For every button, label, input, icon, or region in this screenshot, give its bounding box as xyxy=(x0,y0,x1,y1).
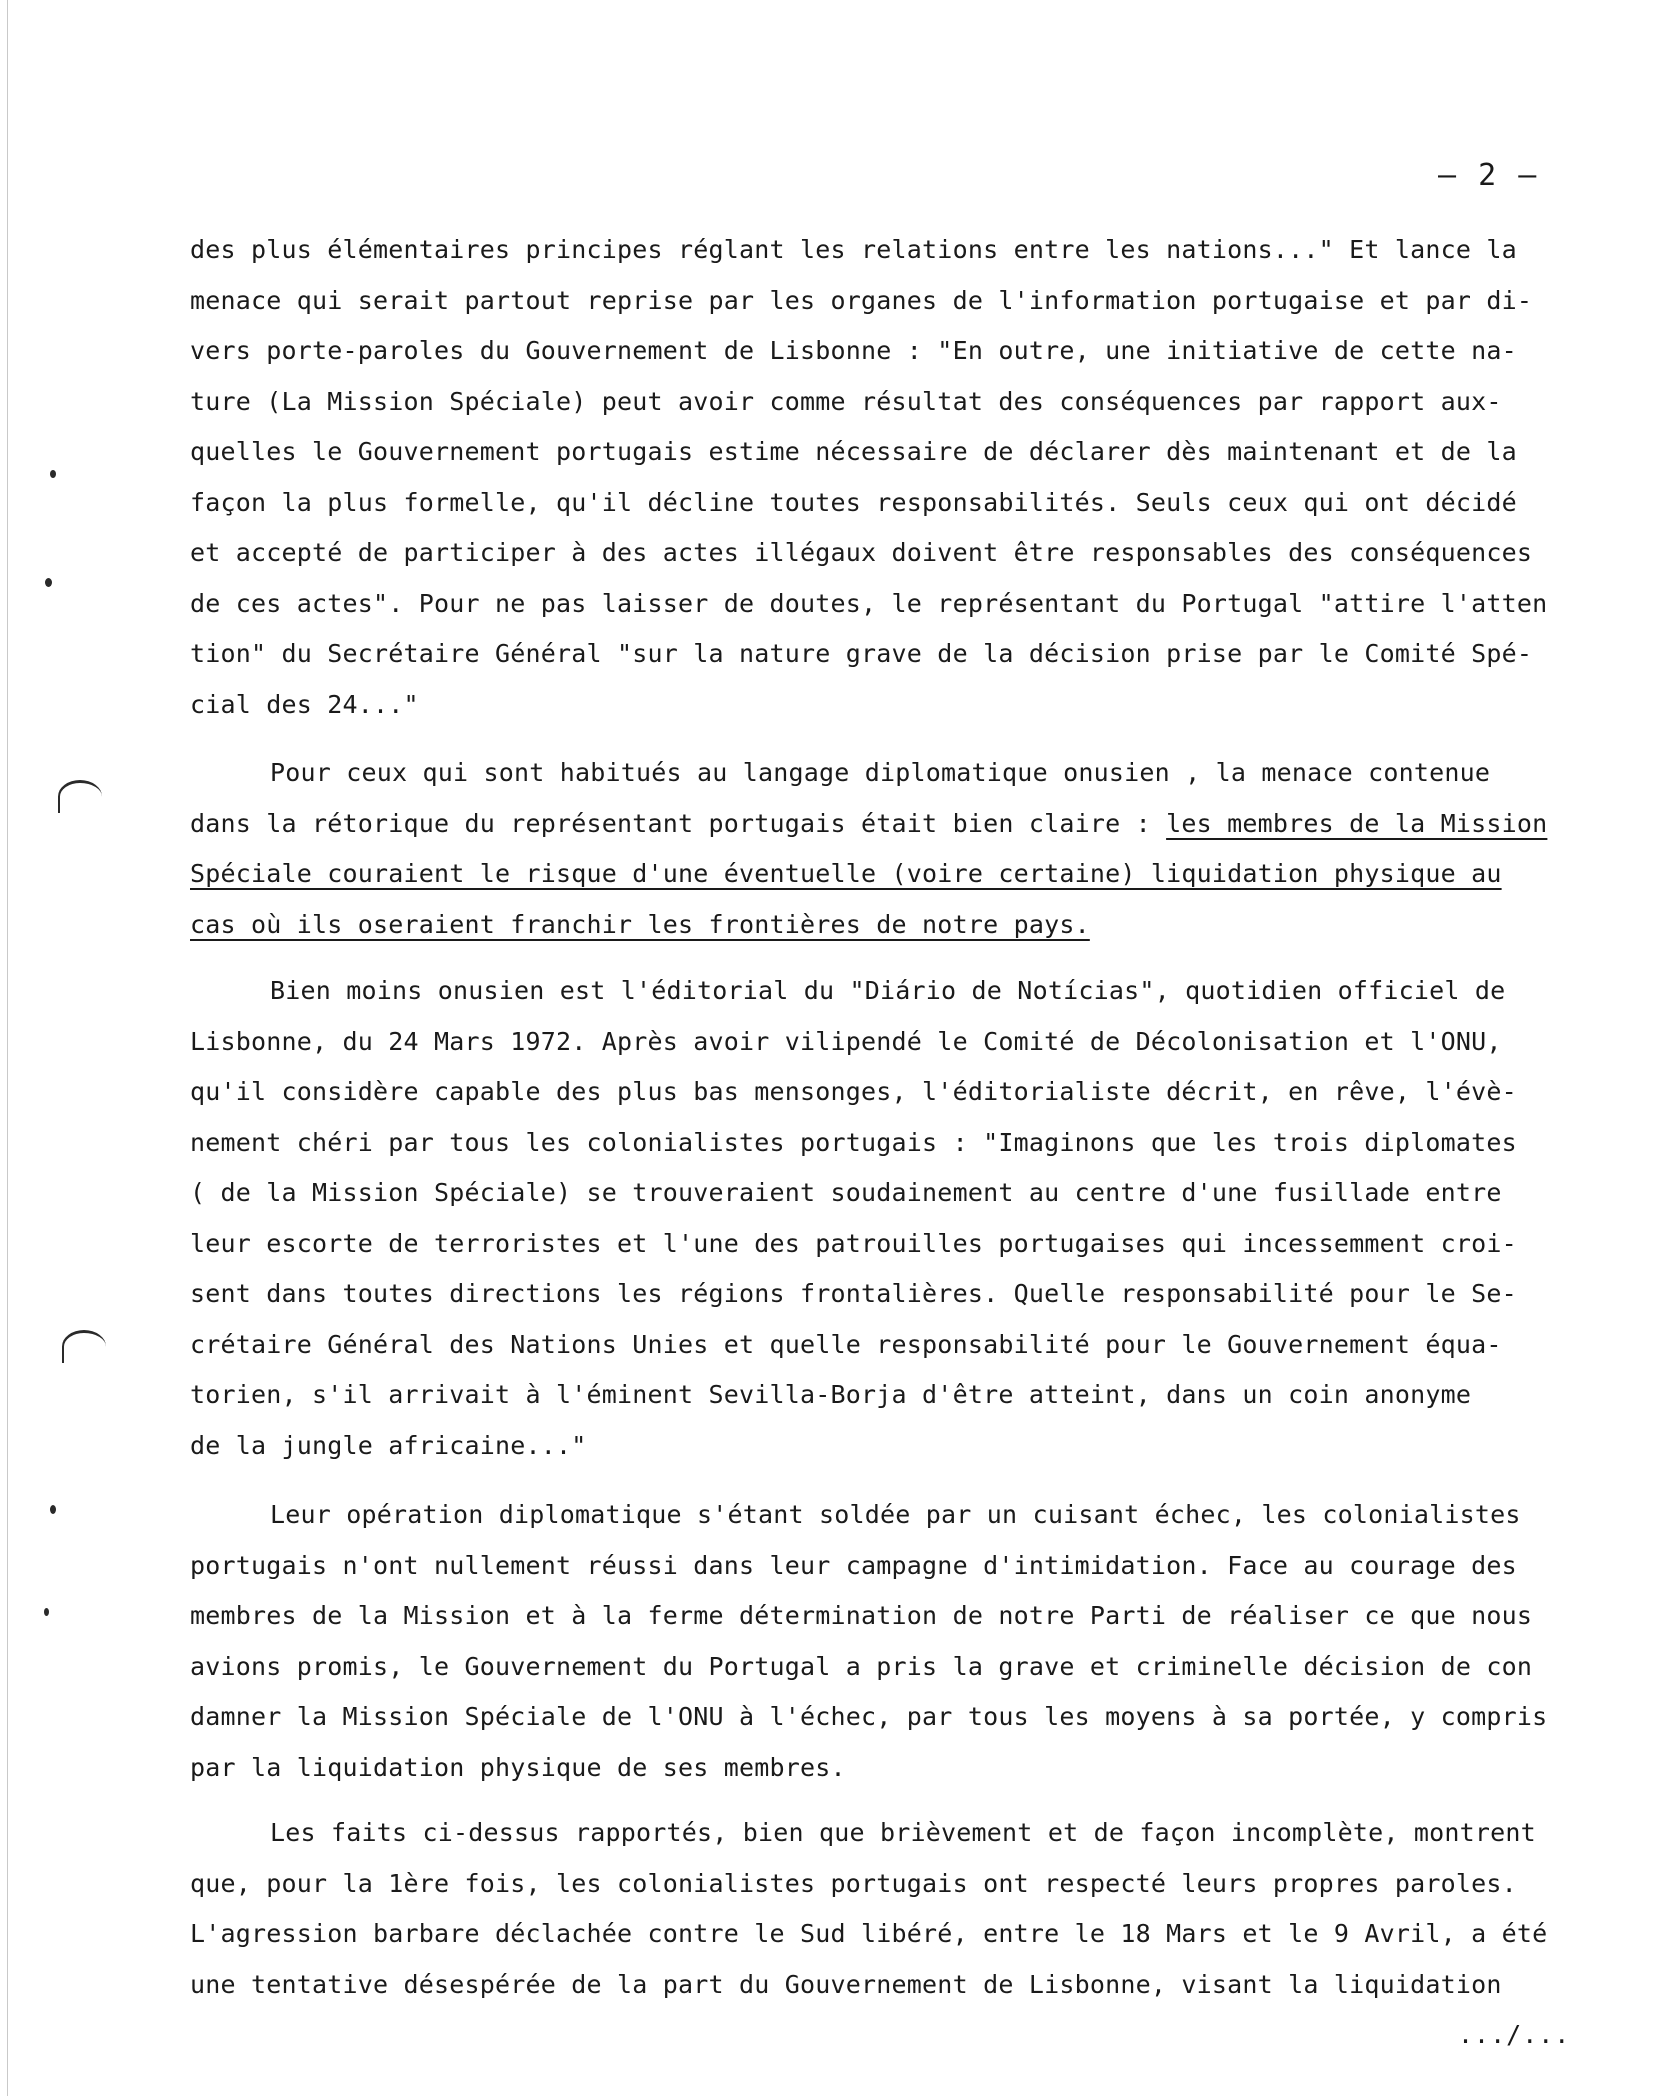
text-line: tion" du Secrétaire Général "sur la nature grave de la décision prise par le Comité Spé- xyxy=(190,639,1533,668)
text-line: crétaire Général des Nations Unies et quelle responsabilité pour le Gouvernement équa- xyxy=(190,1329,1502,1359)
text-line: une tentative désespérée de la part du Gouvernement de Lisbonne, visant la liquidation xyxy=(190,1969,1502,1999)
text-line: qu'il considère capable des plus bas mensonges, l'éditorialiste décrit, en rêve, l'évè- xyxy=(190,1077,1517,1106)
text-line: de la jungle africaine..." xyxy=(190,1430,587,1460)
underlined-text: les membres de la Mission xyxy=(1166,808,1548,838)
underlined-line: Spéciale couraient le risque d'une éventuelle (voire certaine) liquidation physique au xyxy=(190,859,1502,888)
paragraph xyxy=(190,748,1610,950)
margin-dot xyxy=(45,578,52,587)
paragraph xyxy=(190,1808,1610,2010)
text-line: façon la plus formelle, qu'il décline toutes responsabilités. Seuls ceux qui ont décidé xyxy=(190,487,1517,517)
text-line: menace qui serait partout reprise par les organes de l'information portugaise et par di- xyxy=(190,285,1533,315)
text-line: membres de la Mission et à la ferme détermination de notre Parti de réaliser ce que nous xyxy=(190,1601,1533,1630)
paragraph xyxy=(190,225,1610,730)
text-line: de ces actes". Pour ne pas laisser de doutes, le représentant du Portugal "attire l'atten xyxy=(190,588,1548,618)
text-line: torien, s'il arrivait à l'éminent Sevilla-Borja d'être atteint, dans un coin anonyme xyxy=(190,1380,1472,1409)
text-line: vers porte-paroles du Gouvernement de Lisbonne : "En outre, une initiative de cette na- xyxy=(190,336,1517,365)
text-line: nement chéri par tous les colonialistes portugais : "Imaginons que les trois diplomates xyxy=(190,1127,1517,1157)
margin-dot xyxy=(44,1608,49,1616)
margin-hole-mark xyxy=(58,780,102,813)
text-line: que, pour la 1ère fois, les colonialistes portugais ont respecté leurs propres paroles. xyxy=(190,1868,1517,1898)
text-line: avions promis, le Gouvernement du Portugal a pris la grave et criminelle décision de con xyxy=(190,1651,1533,1681)
text-line: Leur opération diplomatique s'étant soldée par un cuisant échec, les colonialistes xyxy=(270,1500,1521,1529)
text-line: leur escorte de terroristes et l'une des patrouilles portugaises qui incessemment croi- xyxy=(190,1228,1517,1258)
text-line: cial des 24..." xyxy=(190,689,419,719)
text-line: quelles le Gouvernement portugais estime nécessaire de déclarer dès maintenant et de la xyxy=(190,437,1517,466)
text-line: L'agression barbare déclachée contre le Sud libéré, entre le 18 Mars et le 9 Avril, a été xyxy=(190,1919,1548,1948)
paragraph xyxy=(190,966,1610,1471)
text-line: portugais n'ont nullement réussi dans leur campagne d'intimidation. Face au courage des xyxy=(190,1550,1517,1580)
paragraph xyxy=(190,1490,1610,1793)
text-line: Les faits ci-dessus rapportés, bien que brièvement et de façon incomplète, montrent xyxy=(270,1818,1536,1847)
margin-dot xyxy=(50,1505,56,1514)
text-line: ture (La Mission Spéciale) peut avoir comme résultat des conséquences par rapport aux- xyxy=(190,386,1502,416)
page-number: – 2 – xyxy=(1438,158,1539,193)
margin-dot xyxy=(50,470,56,478)
text-line: sent dans toutes directions les régions frontalières. Quelle responsabilité pour le Se- xyxy=(190,1279,1517,1308)
text-line: des plus élémentaires principes réglant les relations entre les nations..." Et lance la xyxy=(190,235,1517,264)
text-line: Bien moins onusien est l'éditorial du "Diário de Notícias", quotidien officiel de xyxy=(270,976,1506,1005)
text-line: ( de la Mission Spéciale) se trouveraient soudainement au centre d'une fusillade entre xyxy=(190,1178,1502,1207)
text-line xyxy=(190,799,1610,850)
text-line: Pour ceux qui sont habitués au langage diplomatique onusien , la menace contenue xyxy=(270,758,1491,787)
continuation-mark: .../... xyxy=(1458,2020,1571,2049)
margin-hole-mark xyxy=(62,1330,106,1363)
text-line: damner la Mission Spéciale de l'ONU à l'échec, par tous les moyens à sa portée, y compris xyxy=(190,1702,1548,1731)
underlined-line: cas où ils oseraient franchir les frontières de notre pays. xyxy=(190,909,1090,939)
text-segment: dans la rétorique du représentant portugais était bien claire : xyxy=(190,808,1167,838)
text-line: par la liquidation physique de ses membres. xyxy=(190,1752,846,1782)
margin-rule xyxy=(7,0,8,2096)
text-line: et accepté de participer à des actes illégaux doivent être responsables des conséquences xyxy=(190,538,1533,567)
text-line: Lisbonne, du 24 Mars 1972. Après avoir vilipendé le Comité de Décolonisation et l'ONU, xyxy=(190,1026,1502,1056)
